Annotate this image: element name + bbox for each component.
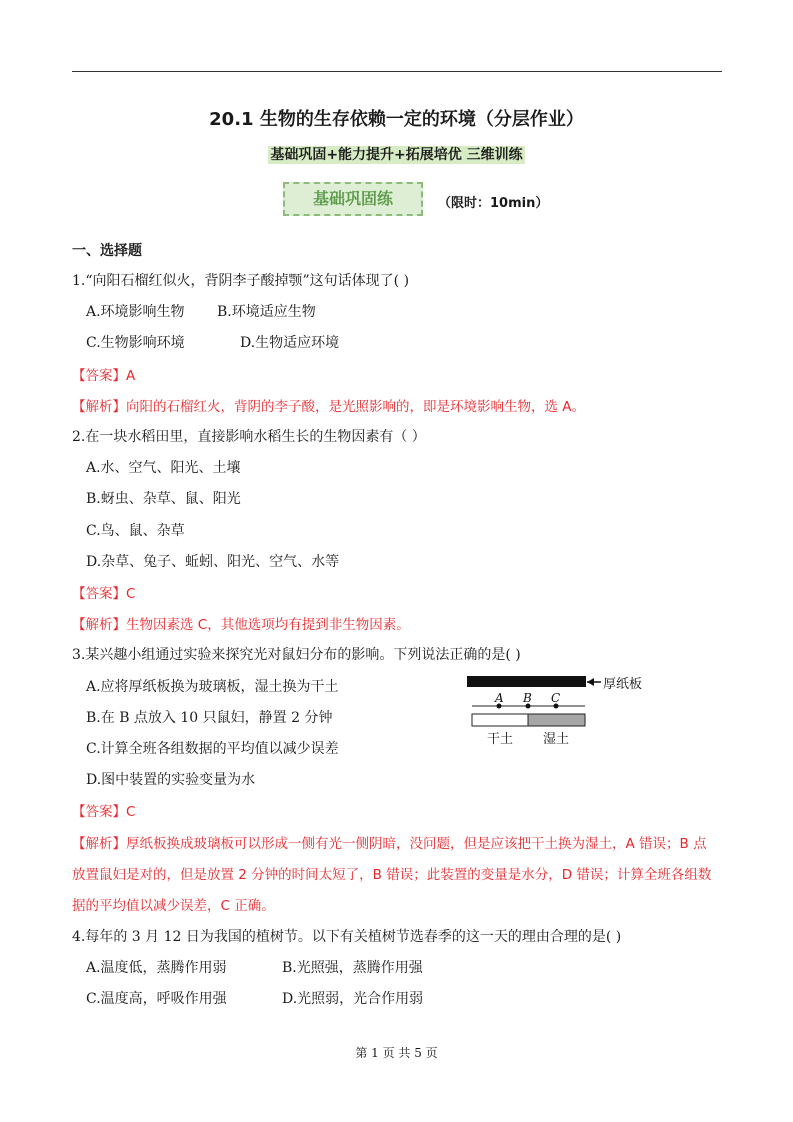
q1-stem: 1.“向阳石榴红似火，背阴李子酸掉颚”这句话体现了( )	[72, 273, 410, 289]
cardboard-board	[467, 676, 586, 687]
board-label: 厚纸板	[603, 677, 643, 692]
board-arrow-head	[587, 678, 594, 686]
q2-analysis: 【解析】生物因素选 C，其他选项均有提到非生物因素。	[72, 617, 410, 633]
q3-analysis-line-2: 放置鼠妇是对的，但是放置 2 分钟的时间太短了，B 错误；此装置的变量是水分，D 错误；计算全班各组数	[72, 867, 712, 883]
point-c-label: C	[551, 691, 561, 705]
q3-analysis-line-1: 【解析】厚纸板换成玻璃板可以形成一侧有光一侧阴暗，没问题，但是应该把干土换为湿土，A 错误；B 点	[72, 836, 707, 852]
q1-option-a: A.环境影响生物	[86, 304, 185, 320]
q2-stem: 2.在一块水稻田里，直接影响水稻生长的生物因素有（ ）	[72, 429, 426, 445]
q3-option-c: C.计算全班各组数据的平均值以减少误差	[86, 741, 339, 757]
subtitle-text: 基础巩固+能力提升+拓展培优 三维训练	[270, 147, 523, 163]
wet-soil-label: 湿土	[543, 732, 570, 747]
q1-analysis: 【解析】向阳的石榴红火，背阴的李子酸，是光照影响的，即是环境影响生物，选 A。	[72, 399, 586, 415]
q3-stem: 3.某兴趣小组通过实验来探究光对鼠妇分布的影响。下列说法正确的是( )	[72, 647, 521, 663]
q4-option-b: B.光照强，蒸腾作用强	[282, 960, 423, 976]
wet-soil	[528, 714, 585, 726]
q1-option-b: B.环境适应生物	[217, 304, 316, 320]
q3-answer: 【答案】C	[72, 804, 136, 820]
page-footer: 第 1 页 共 5 页	[355, 1046, 438, 1060]
q4-stem: 4.每年的 3 月 12 日为我国的植树节。以下有关植树节选春季的这一天的理由合理的是( )	[72, 929, 622, 945]
experiment-apparatus	[465, 674, 665, 754]
dry-soil-label: 干土	[487, 732, 514, 747]
q2-answer: 【答案】C	[72, 586, 136, 602]
section-badge: 基础巩固练	[283, 182, 423, 216]
q2-option-b: B.蚜虫、杂草、鼠、阳光	[86, 491, 241, 507]
q4-option-d: D.光照弱，光合作用弱	[282, 991, 424, 1007]
q2-option-c: C.鸟、鼠、杂草	[86, 523, 185, 539]
q2-option-a: A.水、空气、阳光、土壤	[86, 460, 241, 476]
time-limit: （限时：10min）	[438, 196, 549, 211]
q3-option-d: D.图中装置的实验变量为水	[86, 772, 256, 788]
point-a-label: A	[495, 691, 504, 705]
page-subtitle	[0, 144, 793, 164]
q1-answer: 【答案】A	[72, 368, 136, 384]
header-rule	[72, 71, 722, 72]
experiment-diagram	[465, 674, 665, 758]
q3-option-a: A.应将厚纸板换为玻璃板，湿土换为干土	[86, 679, 339, 695]
q1-option-c: C.生物影响环境	[86, 335, 185, 351]
q4-option-c: C.温度高，呼吸作用强	[86, 991, 227, 1007]
point-b-label: B	[523, 691, 532, 705]
q3-option-b: B.在 B 点放入 10 只鼠妇，静置 2 分钟	[86, 710, 333, 726]
q4-option-a: A.温度低，蒸腾作用弱	[86, 960, 227, 976]
section-title: 一、选择题	[72, 243, 142, 259]
q1-option-d: D.生物适应环境	[240, 335, 340, 351]
page-title: 20.1 生物的生存依赖一定的环境（分层作业）	[209, 109, 584, 130]
q3-analysis-line-3: 据的平均值以减少误差，C 正确。	[72, 898, 275, 914]
q2-option-d: D.杂草、兔子、蚯蚓、阳光、空气、水等	[86, 554, 340, 570]
